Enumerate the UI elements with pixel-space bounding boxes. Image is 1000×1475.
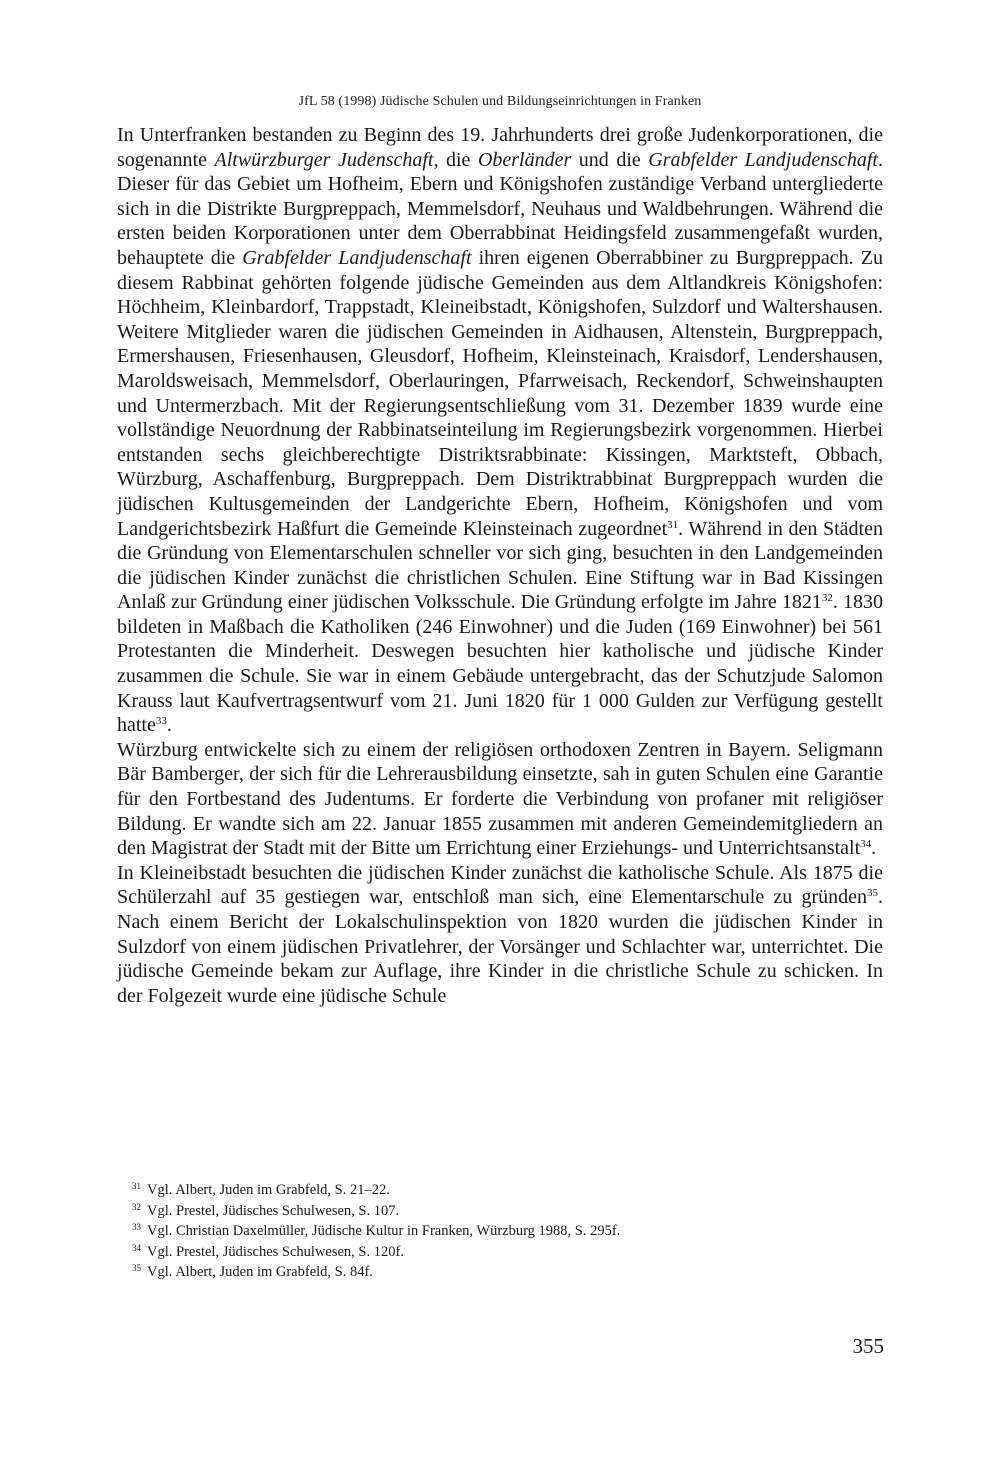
text-run: In Kleineibstadt besuchten die jüdischen Kinder zunächst die katholische Schule. Als 1875 die Schülerzahl auf 35 gestiegen war, entschloß man sich, eine Elementarschule zu gründen xyxy=(117,861,883,909)
text-run: . xyxy=(871,837,877,860)
footnote-ref: 34 xyxy=(860,838,872,851)
page-number: 355 xyxy=(852,1334,884,1358)
running-head: JfL 58 (1998) Jüdische Schulen und Bildungseinrichtungen in Franken xyxy=(298,94,702,109)
footnote xyxy=(132,1201,832,1222)
footnote-text: Vgl. Prestel, Jüdisches Schulwesen, S. 107. xyxy=(147,1202,400,1219)
footnote xyxy=(132,1221,832,1242)
text-run: Würzburg entwickelte sich zu einem der religiösen orthodoxen Zentren in Bayern. Seligmann Bär Bamberger, der sich für die Lehrerausbildung einsetzte, sah in guten Schulen eine Garantie für den Fortbestand des Judentums. Er forderte die Verbindung von profaner mit religiöser Bildung. Er wandte sich am 22. Januar 1855 zusammen mit anderen Gemeindemitgliedern an den Magistrat der Stadt mit der Bitte um Errichtung einer Erziehungs- und Unterrichtsanstalt xyxy=(117,738,883,860)
text-run: . Nach einem Bericht der Lokalschulinspektion von 1820 wurden die jüdischen Kinder in Sulzdorf von einem jüdischen Privatlehrer, der Vorsänger und Schlachter war, unterrichtet. Die jüdische Gemeinde bekam zur Auflage, ihre Kinder in die christliche Schule zu schicken. In der Folgezeit wurde eine jüdische Schule xyxy=(117,886,883,1007)
footnotes xyxy=(132,1180,832,1283)
footnote xyxy=(132,1242,832,1263)
footnote-ref: 32 xyxy=(821,592,833,605)
text-run: . Dieser für das Gebiet um Hofheim, Ebern und Königshofen zuständige Verband untergliederte sich in die Distrikte Burgpreppach, Memmelsdorf, Neuhaus und Waldbehrungen. Während die ersten beiden Korporationen unter dem Oberrabbinat Heidingsfeld zusammengefaßt wurden, behauptete die xyxy=(117,148,883,269)
paragraph xyxy=(117,123,883,738)
italic-term: Oberländer xyxy=(477,148,572,171)
footnote-number: 34 xyxy=(132,1242,141,1253)
text-run: In Unterfranken bestanden zu Beginn des 19. Jahrhunderts drei große Judenkorporationen, die sogenannte xyxy=(117,124,883,171)
footnote xyxy=(132,1180,832,1201)
text-run: ihren eigenen Oberrabbiner zu Burgpreppach. Zu diesem Rabbinat gehörten folgende jüdische Gemeinden aus dem Altlandkreis Königshofen: Höchheim, Kleinbardorf, Trappstadt, Kleineibstadt, Königshofen, Sulzdorf und Waltershausen. Weitere Mitglieder waren die jüdischen Gemeinden in Aidhausen, Altenstein, Burgpreppach, Ermershausen, Friesenhausen, Gleusdorf, Hofheim, Kleinsteinach, Kraisdorf, Lendershausen, Maroldsweisach, Memmelsdorf, Oberlauringen, Pfarrweisach, Reckendorf, Schweinshaupten und Untermerzbach. Mit der Regierungsentschließung vom 31. Dezember 1839 wurde eine vollständige Neuordnung der Rabbinatseinteilung im Regierungsbezirk vorgenommen. Hierbei entstanden sechs gleichberechtigte Distriktsrabbinate: Kissingen, Marktsteft, Obbach, Würzburg, Aschaffenburg, Burgpreppach. Dem Distriktrabbinat Burgpreppach wurden die jüdischen Kultusgemeinden der Landgerichte Ebern, Hofheim, Königshofen und vom Landgerichtsbezirk Haßfurt die Gemeinde Kleinsteinach zugeordnet xyxy=(117,246,883,540)
text-run: . 1830 bildeten in Maßbach die Katholiken (246 Einwohner) und die Juden (169 Einwohner) bei 561 Protestanten die Minderheit. Deswegen besuchten hier katholische und jüdische Kinder zusammen die Schule. Sie war in einem Gebäude untergebracht, das der Schutzjude Salomon Krauss laut Kaufvertragsentwurf vom 21. Juni 1820 für 1 000 Gulden zur Verfügung gestellt hatte xyxy=(117,591,883,737)
footnote-ref: 35 xyxy=(867,887,878,900)
italic-term: Grabfelder Landjudenschaft xyxy=(648,148,878,171)
footnote xyxy=(132,1262,832,1283)
body-text xyxy=(117,123,883,1008)
footnote-ref: 31 xyxy=(667,518,679,531)
italic-term: Grabfelder Landjudenschaft xyxy=(242,246,472,269)
footnote-number: 33 xyxy=(132,1222,141,1233)
footnote-number: 31 xyxy=(132,1181,141,1191)
footnote-number: 32 xyxy=(132,1201,141,1212)
footnote-text: Vgl. Albert, Juden im Grabfeld, S. 84f. xyxy=(147,1264,373,1281)
text-run: und die xyxy=(571,148,649,171)
text-run: , die xyxy=(433,148,478,171)
footnote-number: 35 xyxy=(132,1263,141,1274)
text-run: . Während in den Städten die Gründung von Elementarschulen schneller vor sich ging, besuchten in den Landgemeinden die jüdischen Kinder zunächst die christlichen Schulen. Eine Stiftung war in Bad Kissingen Anlaß zur Gründung einer jüdischen Volksschule. Die Gründung erfolgte im Jahre 1821 xyxy=(117,517,883,614)
text-run: . xyxy=(166,714,172,737)
italic-term: Altwürzburger Judenschaft xyxy=(214,148,434,171)
paragraph xyxy=(117,738,883,861)
paragraph xyxy=(117,861,883,1009)
footnote-text: Vgl. Christian Daxelmüller, Jüdische Kultur in Franken, Würzburg 1988, S. 295f. xyxy=(147,1223,621,1240)
footnote-text: Vgl. Albert, Juden im Grabfeld, S. 21–22. xyxy=(147,1182,390,1198)
footnote-ref: 33 xyxy=(155,715,167,728)
footnote-text: Vgl. Prestel, Jüdisches Schulwesen, S. 120f. xyxy=(147,1243,404,1260)
